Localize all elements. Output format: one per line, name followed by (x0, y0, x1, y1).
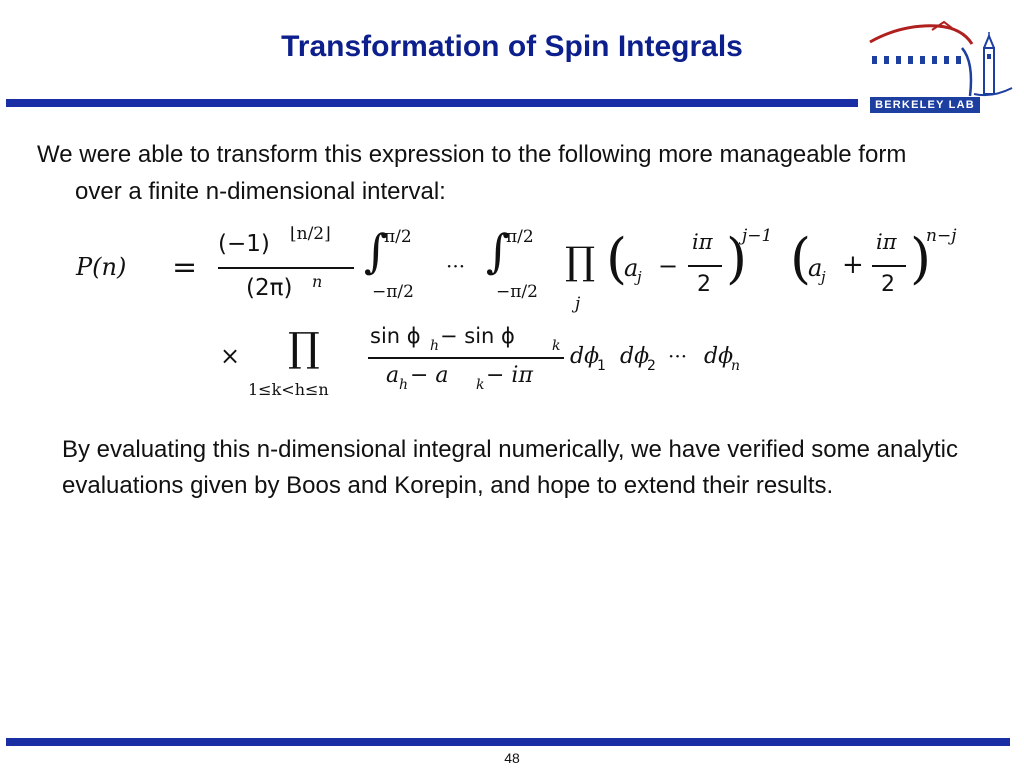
spin-integral-formula (68, 220, 998, 410)
diff-cdots: ··· (668, 344, 688, 368)
ipi-fraction-bar-2 (872, 265, 906, 267)
paren-open-2: ( (790, 227, 812, 290)
integral-sign-1: ∫ (364, 224, 388, 278)
ipi-den-1: 2 (697, 272, 711, 297)
integral-2-upper: π/2 (506, 227, 534, 247)
formula-equals: = (172, 250, 198, 285)
integral-sign-2: ∫ (486, 224, 510, 278)
ipi-den-2: 2 (881, 272, 895, 297)
a-j-2: a (808, 254, 823, 282)
integral-cdots: ··· (446, 254, 466, 278)
frac2-den-sub-k: k (476, 377, 485, 393)
minus-1: − (658, 252, 679, 280)
berkeley-lab-logo (862, 18, 1018, 114)
diff-dphi-n: dϕ (704, 344, 734, 369)
slide-title: Transformation of Spin Integrals (281, 30, 743, 63)
plus-2: + (842, 250, 864, 280)
prefactor-denominator-exponent: n (312, 272, 323, 291)
diff-dphi-1: dϕ (570, 344, 600, 369)
diff-sub-2: 2 (647, 358, 656, 374)
formula-lhs: P(n) (76, 253, 127, 281)
a-j-1-sub: j (637, 268, 642, 286)
paren-open-1: ( (606, 227, 628, 290)
frac2-den-a-k: − a (410, 363, 449, 388)
footer-rule (6, 738, 1010, 746)
integral-1-upper: π/2 (384, 227, 412, 247)
product-sign-j: ∏ (565, 239, 596, 283)
conclusion-paragraph: By evaluating this n-dimensional integral numerically, we have verified some analytic evaluations given by Boos and Korepin, and hope to extend their results. (62, 436, 958, 499)
frac2-numerator-sub-k: k (552, 338, 561, 354)
logo-wordmark: BERKELEY LAB (870, 97, 980, 113)
frac2-den-sub-h: h (399, 377, 409, 393)
prefactor-denominator: (2π) (246, 275, 293, 301)
ipi-num-1: iπ (692, 230, 713, 254)
page-number: 48 (504, 750, 520, 766)
prefactor-numerator: (−1) (218, 231, 270, 257)
a-j-1: a (624, 254, 639, 282)
paren-close-1: ) (726, 227, 748, 290)
prefactor-fraction-bar (218, 267, 354, 269)
frac2-numerator-sin-h: sin ϕ (370, 324, 421, 348)
product-index-j: j (575, 294, 581, 314)
ipi-fraction-bar-1 (688, 265, 722, 267)
paren-close-2: ) (910, 227, 932, 290)
diff-dphi-2: dϕ (620, 344, 650, 369)
frac2-numerator-sub-h: h (430, 338, 440, 354)
a-j-2-sub: j (821, 268, 826, 286)
frac2-den-ipi: − iπ (486, 363, 533, 388)
frac2-numerator-sin-k: − sin ϕ (440, 324, 515, 348)
integral-2-lower: −π/2 (496, 282, 538, 302)
exponent-j-1: j−1 (742, 226, 773, 246)
header-rule (6, 99, 858, 107)
exponent-n-j: n−j (926, 226, 957, 246)
product-sign-kh: ∏ (288, 325, 320, 371)
frac2-bar (368, 357, 564, 359)
product-index-kh: 1≤k<h≤n (248, 380, 329, 399)
diff-sub-n: n (731, 358, 741, 374)
ipi-num-2: iπ (876, 230, 897, 254)
intro-paragraph: We were able to transform this expression to the following more manageable form over a finite n-dimensional interval: (37, 141, 907, 205)
integral-1-lower: −π/2 (372, 282, 414, 302)
times-sign: × (220, 342, 241, 370)
prefactor-numerator-exponent: ⌊n/2⌋ (290, 224, 331, 244)
frac2-den-a-h: a (386, 363, 400, 388)
diff-sub-1: 1 (597, 358, 606, 374)
